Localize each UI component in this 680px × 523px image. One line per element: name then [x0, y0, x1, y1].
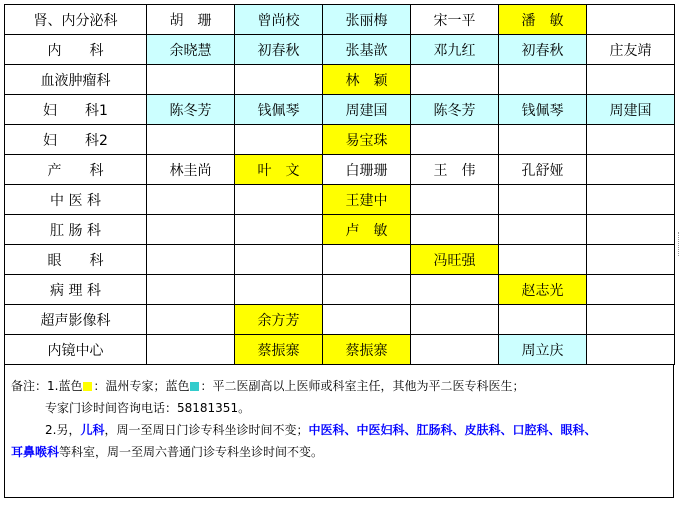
doctor-cell: 王建中	[323, 185, 411, 215]
dept-name: 内镜中心	[5, 335, 147, 365]
schedule-row	[5, 185, 675, 215]
schedule-row	[5, 5, 675, 35]
doctor-cell: 冯旺强	[411, 245, 499, 275]
schedule-row	[5, 95, 675, 125]
doctor-cell: 陈冬芳	[147, 95, 235, 125]
highlight-dept: 耳鼻喉科	[11, 445, 60, 459]
doctor-cell: 余晓慧	[147, 35, 235, 65]
note-line-3	[11, 419, 673, 441]
dept-name: 内 科	[5, 35, 147, 65]
doctor-cell	[147, 335, 235, 365]
doctor-cell	[499, 185, 587, 215]
doctor-cell	[587, 65, 675, 95]
notes-box	[4, 365, 674, 498]
doctor-cell: 宋一平	[411, 5, 499, 35]
dept-name: 妇 科1	[5, 95, 147, 125]
doctor-cell: 蔡振寨	[323, 335, 411, 365]
doctor-cell: 潘 敏	[499, 5, 587, 35]
doctor-cell	[147, 65, 235, 95]
doctor-cell	[235, 185, 323, 215]
doctor-cell: 周立庆	[499, 335, 587, 365]
doctor-cell	[235, 275, 323, 305]
schedule-row	[5, 245, 675, 275]
doctor-cell	[411, 335, 499, 365]
doctor-cell	[587, 245, 675, 275]
schedule-row	[5, 125, 675, 155]
doctor-cell	[147, 215, 235, 245]
highlight-dept-list: 中医科、中医妇科、肛肠科、皮肤科、口腔科、眼科、	[308, 423, 597, 437]
dept-name: 血液肿瘤科	[5, 65, 147, 95]
doctor-cell	[587, 305, 675, 335]
dept-name: 妇 科2	[5, 125, 147, 155]
doctor-cell	[411, 275, 499, 305]
doctor-cell	[499, 215, 587, 245]
doctor-cell	[499, 305, 587, 335]
doctor-cell	[587, 185, 675, 215]
doctor-cell	[147, 245, 235, 275]
schedule-row	[5, 65, 675, 95]
doctor-cell: 钱佩琴	[235, 95, 323, 125]
clinic-schedule	[4, 4, 674, 514]
doctor-cell: 白珊珊	[323, 155, 411, 185]
dept-name: 产 科	[5, 155, 147, 185]
doctor-cell: 易宝珠	[323, 125, 411, 155]
doctor-cell	[147, 125, 235, 155]
doctor-cell: 周建国	[323, 95, 411, 125]
schedule-row	[5, 275, 675, 305]
doctor-cell	[147, 185, 235, 215]
doctor-cell	[411, 125, 499, 155]
doctor-cell	[587, 155, 675, 185]
doctor-cell	[235, 125, 323, 155]
doctor-cell: 林圭尚	[147, 155, 235, 185]
doctor-cell: 初春秋	[235, 35, 323, 65]
doctor-cell: 林 颖	[323, 65, 411, 95]
doctor-cell: 初春秋	[499, 35, 587, 65]
doctor-cell: 蔡振寨	[235, 335, 323, 365]
doctor-cell	[323, 275, 411, 305]
dept-name: 病 理 科	[5, 275, 147, 305]
doctor-cell	[235, 65, 323, 95]
doctor-cell: 叶 文	[235, 155, 323, 185]
note-text: 备注：1.蓝色	[11, 379, 83, 393]
phone-note: 专家门诊时间咨询电话：58181351。	[45, 401, 251, 415]
doctor-cell	[499, 65, 587, 95]
doctor-cell: 孔舒娅	[499, 155, 587, 185]
doctor-cell	[587, 125, 675, 155]
doctor-cell	[411, 185, 499, 215]
doctor-cell	[587, 215, 675, 245]
dept-name: 眼 科	[5, 245, 147, 275]
doctor-cell	[147, 305, 235, 335]
doctor-cell	[499, 125, 587, 155]
note-text: 2.另，	[45, 423, 81, 437]
dept-name: 肛 肠 科	[5, 215, 147, 245]
doctor-cell: 张基歆	[323, 35, 411, 65]
highlight-dept: 儿科	[80, 423, 105, 437]
doctor-cell	[499, 245, 587, 275]
doctor-cell: 胡 珊	[147, 5, 235, 35]
schedule-table	[4, 4, 675, 365]
doctor-cell	[411, 215, 499, 245]
schedule-row	[5, 155, 675, 185]
doctor-cell: 赵志光	[499, 275, 587, 305]
note-text: ：温州专家；蓝色	[93, 379, 190, 393]
dept-name: 肾、内分泌科	[5, 5, 147, 35]
schedule-row	[5, 305, 675, 335]
schedule-row	[5, 335, 675, 365]
note-text: ：平二医副高以上医师或科室主任，其他为平二医专科医生；	[200, 379, 525, 393]
doctor-cell	[323, 305, 411, 335]
doctor-cell: 周建国	[587, 95, 675, 125]
dept-name: 中 医 科	[5, 185, 147, 215]
doctor-cell	[587, 5, 675, 35]
doctor-cell: 卢 敏	[323, 215, 411, 245]
schedule-row	[5, 215, 675, 245]
schedule-row	[5, 35, 675, 65]
note-line-2	[11, 397, 673, 419]
doctor-cell: 陈冬芳	[411, 95, 499, 125]
doctor-cell	[587, 275, 675, 305]
doctor-cell: 邓九红	[411, 35, 499, 65]
note-text: ，周一至周日门诊专科坐诊时间不变；	[104, 423, 309, 437]
doctor-cell	[323, 245, 411, 275]
doctor-cell: 王 伟	[411, 155, 499, 185]
doctor-cell: 余方芳	[235, 305, 323, 335]
doctor-cell	[411, 65, 499, 95]
note-line-1	[11, 375, 673, 397]
doctor-cell	[411, 305, 499, 335]
doctor-cell	[147, 275, 235, 305]
blue-swatch	[190, 382, 199, 391]
yellow-swatch	[83, 382, 92, 391]
dept-name: 超声影像科	[5, 305, 147, 335]
doctor-cell	[235, 245, 323, 275]
doctor-cell: 钱佩琴	[499, 95, 587, 125]
doctor-cell	[235, 215, 323, 245]
note-text: 等科室，周一至周六普通门诊专科坐诊时间不变。	[59, 445, 324, 459]
note-line-4	[11, 441, 673, 463]
doctor-cell: 庄友靖	[587, 35, 675, 65]
doctor-cell: 曾尚校	[235, 5, 323, 35]
doctor-cell: 张丽梅	[323, 5, 411, 35]
doctor-cell	[587, 335, 675, 365]
